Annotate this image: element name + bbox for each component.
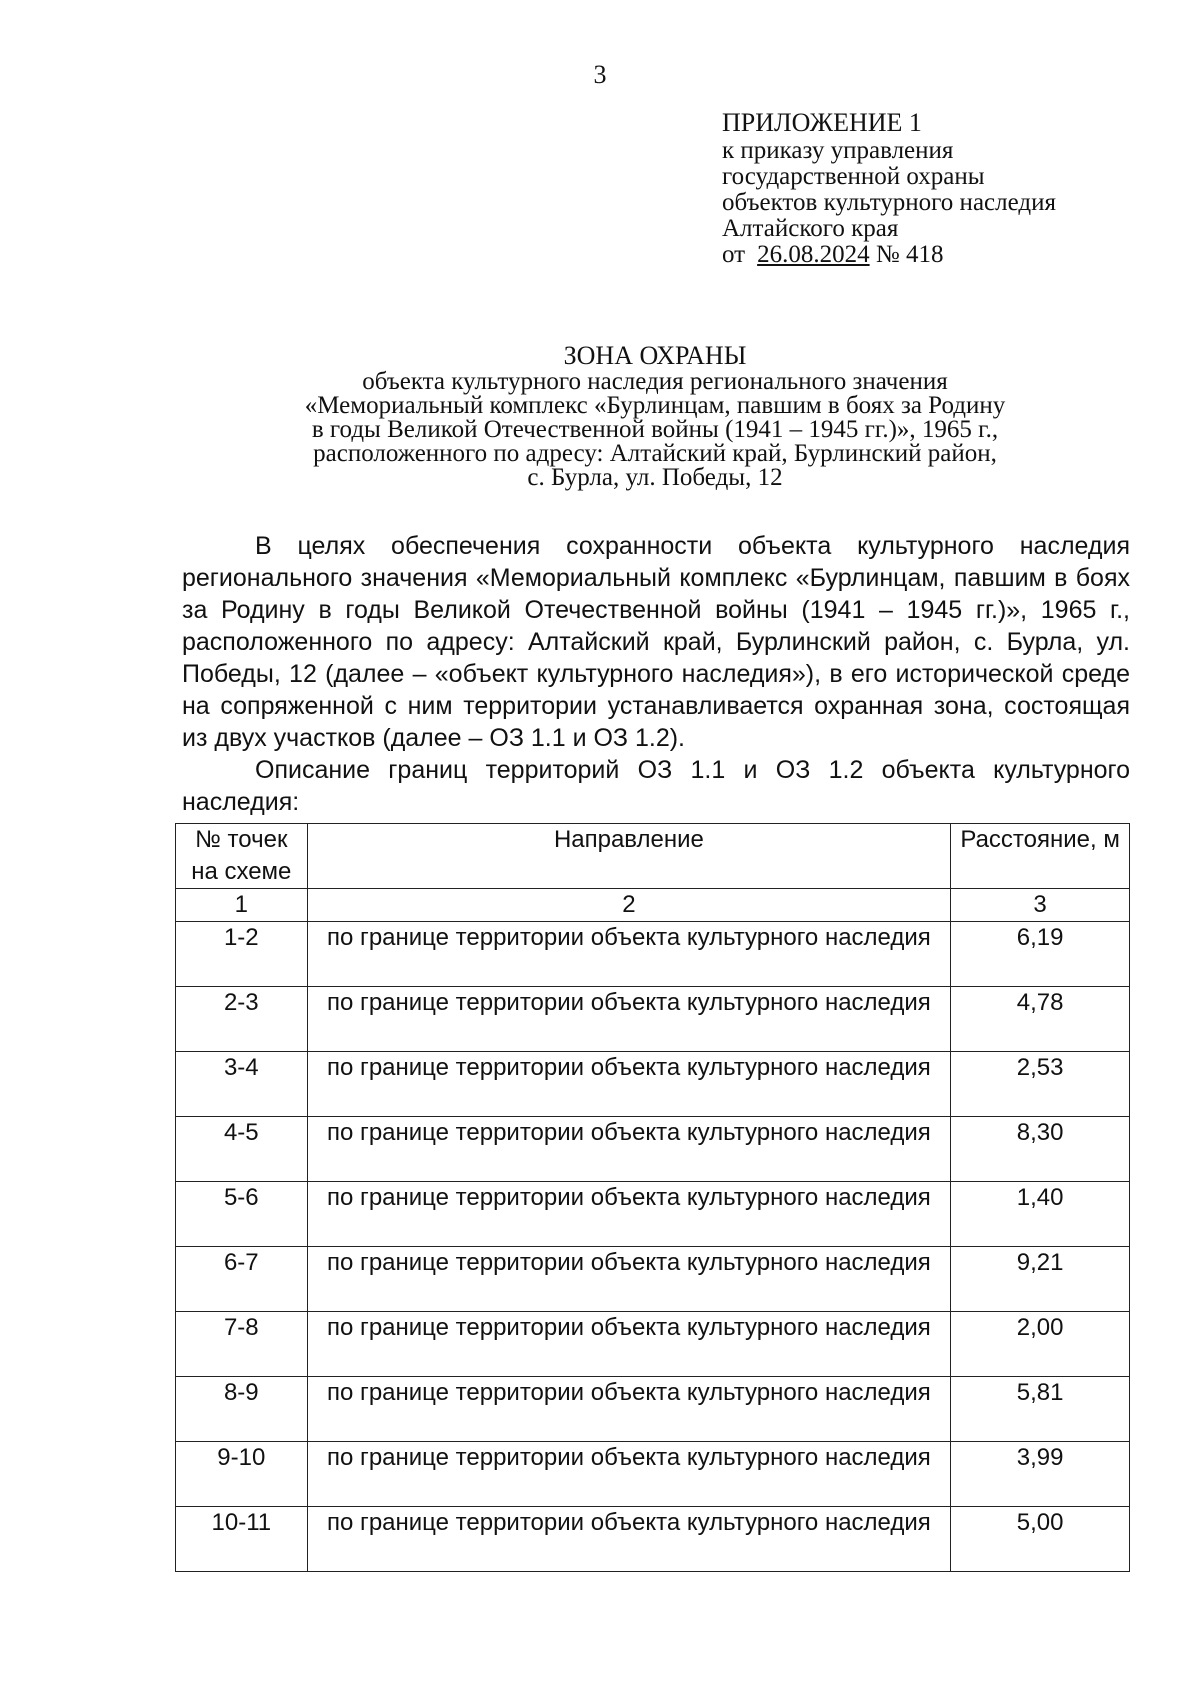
cell-distance: 2,53 [951, 1052, 1130, 1117]
cell-direction: по границе территории объекта культурного наследия [307, 1312, 951, 1377]
header-points: № точек на схеме [176, 824, 308, 889]
cell-direction: по границе территории объекта культурного наследия [307, 987, 951, 1052]
table-row [176, 1442, 1130, 1507]
cell-distance: 5,81 [951, 1377, 1130, 1442]
cell-direction: по границе территории объекта культурного наследия [307, 1182, 951, 1247]
header-direction: Направление [307, 824, 951, 889]
cell-points: 9-10 [176, 1442, 308, 1507]
zone-subtitle-line: в годы Великой Отечественной войны (1941 – 1945 гг.)», 1965 г., [311, 416, 999, 443]
cell-points: 1-2 [176, 922, 308, 987]
table-row [176, 1247, 1130, 1312]
cell-points: 3-4 [176, 1052, 308, 1117]
table-header-row [176, 824, 1130, 889]
cell-points: 7-8 [176, 1312, 308, 1377]
header-distance: Расстояние, м [951, 824, 1130, 889]
table-row [176, 1052, 1130, 1117]
paragraph-purpose: В целях обеспечения сохранности объекта культурного наследия регионального значения «Мемориальный комплекс «Бурлинцам, павшим в боях за Родину в годы Великой Отечественной войны (1941 – 1945 гг.)», 1965 г., расположенного по адресу: Алтайский край, Бурлинский район, с. Бурла, ул. Победы, 12 (далее – «объект культурного наследия»), в его исторической среде на сопряженной с ним территории устанавливается охранная зона, состоящая из двух участков (далее – ОЗ 1.1 и ОЗ 1.2). [182, 532, 1130, 752]
column-number: 3 [951, 889, 1130, 922]
table-column-number-row [176, 889, 1130, 922]
cell-distance: 3,99 [951, 1442, 1130, 1507]
zone-header [0, 342, 1200, 490]
cell-direction: по границе территории объекта культурного наследия [307, 1377, 951, 1442]
order-date: 26.08.2024 [757, 241, 870, 268]
body-text [182, 530, 1130, 818]
cell-direction: по границе территории объекта культурного наследия [307, 1507, 951, 1572]
zone-subtitle-line: объекта культурного наследия регионального значения [362, 368, 948, 395]
order-number: № 418 [875, 241, 944, 268]
cell-direction: по границе территории объекта культурного наследия [307, 1247, 951, 1312]
appendix-line: Алтайского края [722, 215, 899, 242]
boundary-table [175, 823, 1130, 1572]
cell-direction: по границе территории объекта культурного наследия [307, 1052, 951, 1117]
cell-distance: 1,40 [951, 1182, 1130, 1247]
appendix-block [722, 108, 1056, 268]
cell-direction: по границе территории объекта культурного наследия [307, 1117, 951, 1182]
cell-distance: 9,21 [951, 1247, 1130, 1312]
appendix-date-line [722, 242, 1056, 268]
cell-distance: 6,19 [951, 922, 1130, 987]
table-row [176, 1117, 1130, 1182]
cell-direction: по границе территории объекта культурного наследия [307, 922, 951, 987]
cell-points: 2-3 [176, 987, 308, 1052]
table-row [176, 1312, 1130, 1377]
table-row [176, 922, 1130, 987]
cell-distance: 8,30 [951, 1117, 1130, 1182]
page-number: 3 [593, 60, 607, 89]
table-row [176, 1507, 1130, 1572]
cell-distance: 4,78 [951, 987, 1130, 1052]
paragraph-table-intro: Описание границ территорий ОЗ 1.1 и ОЗ 1.2 объекта культурного наследия: [182, 756, 1130, 816]
date-prefix: от [722, 241, 746, 268]
cell-distance: 5,00 [951, 1507, 1130, 1572]
zone-title: ЗОНА ОХРАНЫ [563, 341, 747, 370]
table-row [176, 1377, 1130, 1442]
zone-subtitle-line: «Мемориальный комплекс «Бурлинцам, павшим в боях за Родину [304, 392, 1006, 419]
cell-distance: 2,00 [951, 1312, 1130, 1377]
cell-points: 8-9 [176, 1377, 308, 1442]
cell-direction: по границе территории объекта культурного наследия [307, 1442, 951, 1507]
cell-points: 6-7 [176, 1247, 308, 1312]
appendix-line: государственной охраны [722, 163, 985, 190]
column-number: 1 [176, 889, 308, 922]
column-number: 2 [307, 889, 951, 922]
cell-points: 10-11 [176, 1507, 308, 1572]
zone-subtitle-line: с. Бурла, ул. Победы, 12 [527, 464, 783, 491]
appendix-line: объектов культурного наследия [722, 189, 1056, 216]
appendix-line: к приказу управления [722, 137, 954, 164]
appendix-title: ПРИЛОЖЕНИЕ 1 [722, 108, 922, 137]
table-row [176, 1182, 1130, 1247]
cell-points: 5-6 [176, 1182, 308, 1247]
table-row [176, 987, 1130, 1052]
zone-subtitle-line: расположенного по адресу: Алтайский край, Бурлинский район, [313, 440, 997, 467]
cell-points: 4-5 [176, 1117, 308, 1182]
table-body [176, 922, 1130, 1572]
